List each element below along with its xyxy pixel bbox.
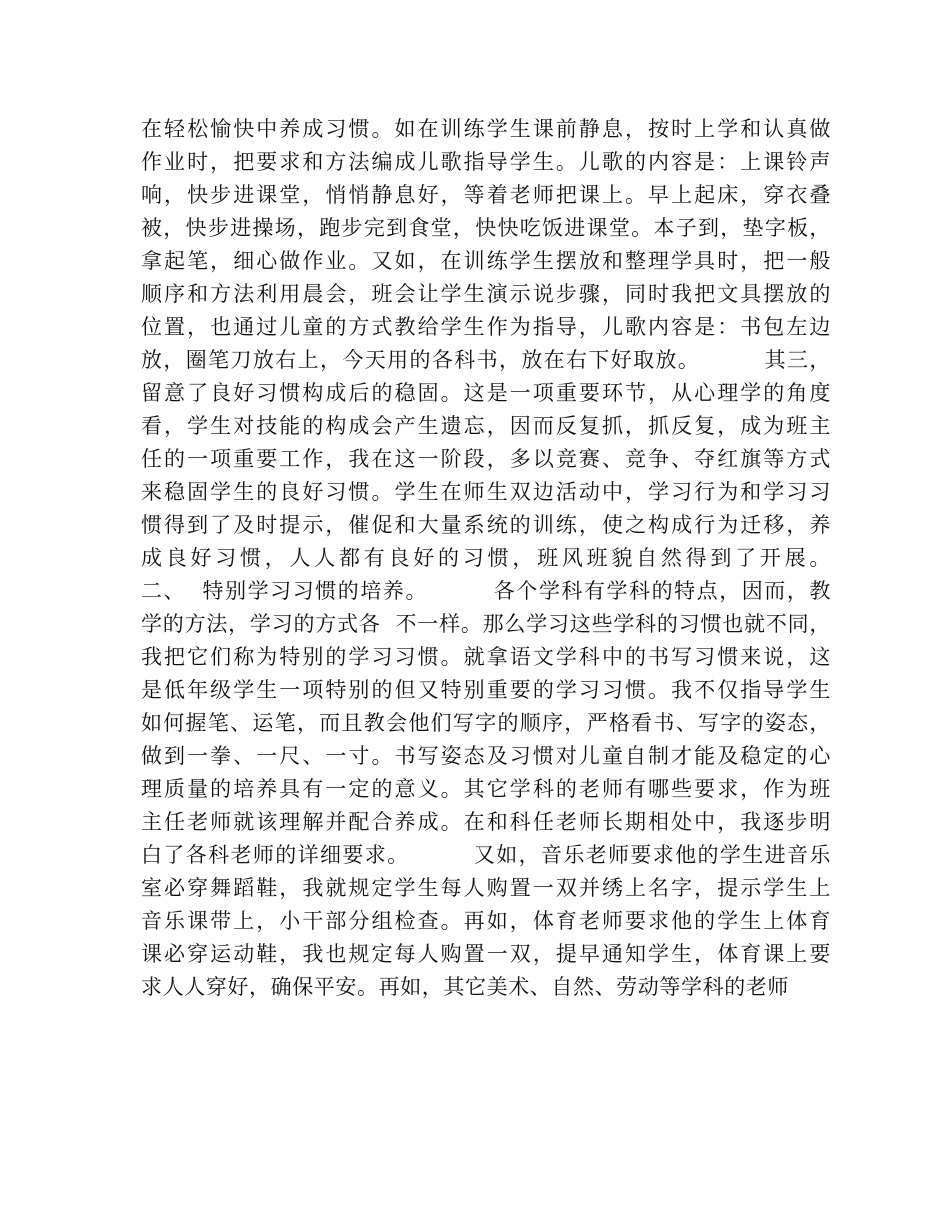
text-line: 看，学生对技能的构成会产生遗忘，因而反复抓，抓反复，成为班主 <box>141 414 831 438</box>
text-line: 如何握笔、运笔，而且教会他们写字的顺序，严格看书、写字的姿态， <box>141 711 831 735</box>
text-line: 成良好习惯，人人都有良好的习惯，班风班貌自然得到了开展。 <box>141 546 831 570</box>
text-line: 被，快步进操场，跑步完到食堂，快快吃饭进课堂。本子到，垫字板， <box>141 216 831 240</box>
text-line: 我把它们称为特别的学习习惯。就拿语文学科中的书写习惯来说，这 <box>141 645 831 669</box>
text-line: 主任老师就该理解并配合养成。在和科任老师长期相处中，我逐步明 <box>141 810 831 834</box>
text-line: 理质量的培养具有一定的意义。其它学科的老师有哪些要求，作为班 <box>141 777 831 801</box>
section-heading-line: 二、 特别学习习惯的培养。 各个学科有学科的特点，因而，教 <box>141 579 831 603</box>
text-line: 放，圈笔刀放右上，今天用的各科书，放在右下好取放。 其三， <box>141 348 831 372</box>
text-line: 是低年级学生一项特别的但又特别重要的学习习惯。我不仅指导学生 <box>141 678 831 702</box>
text-line: 学的方法，学习的方式各 不一样。那么学习这些学科的习惯也就不同， <box>141 612 831 636</box>
text-line: 求人人穿好，确保平安。再如，其它美术、自然、劳动等学科的老师 <box>141 975 789 999</box>
text-line: 响，快步进课堂，悄悄静息好，等着老师把课上。早上起床，穿衣叠 <box>141 183 831 207</box>
text-line: 拿起笔，细心做作业。又如，在训练学生摆放和整理学具时，把一般 <box>141 249 831 273</box>
text-line: 位置，也通过儿童的方式教给学生作为指导，儿歌内容是：书包左边 <box>141 315 831 339</box>
text-line: 顺序和方法利用晨会，班会让学生演示说步骤，同时我把文具摆放的 <box>141 282 831 306</box>
text-line: 作业时，把要求和方法编成儿歌指导学生。儿歌的内容是：上课铃声 <box>141 150 831 174</box>
text-line: 做到一拳、一尺、一寸。书写姿态及习惯对儿童自制才能及稳定的心 <box>141 744 831 768</box>
text-line: 在轻松愉快中养成习惯。如在训练学生课前静息，按时上学和认真做 <box>141 117 831 141</box>
text-line: 课必穿运动鞋，我也规定每人购置一双，提早通知学生，体育课上要 <box>141 942 831 966</box>
text-line: 白了各科老师的详细要求。 又如，音乐老师要求他的学生进音乐 <box>141 843 831 867</box>
text-line: 室必穿舞蹈鞋，我就规定学生每人购置一双并绣上名字，提示学生上 <box>141 876 831 900</box>
text-line: 来稳固学生的良好习惯。学生在师生双边活动中，学习行为和学习习 <box>141 480 831 504</box>
text-line: 任的一项重要工作，我在这一阶段，多以竞赛、竞争、夺红旗等方式 <box>141 447 831 471</box>
body-text <box>141 113 831 1004</box>
text-line: 音乐课带上，小干部分组检查。再如，体育老师要求他的学生上体育 <box>141 909 831 933</box>
text-line: 惯得到了及时提示，催促和大量系统的训练，使之构成行为迁移，养 <box>141 513 831 537</box>
text-line: 留意了良好习惯构成后的稳固。这是一项重要环节，从心理学的角度 <box>141 381 831 405</box>
